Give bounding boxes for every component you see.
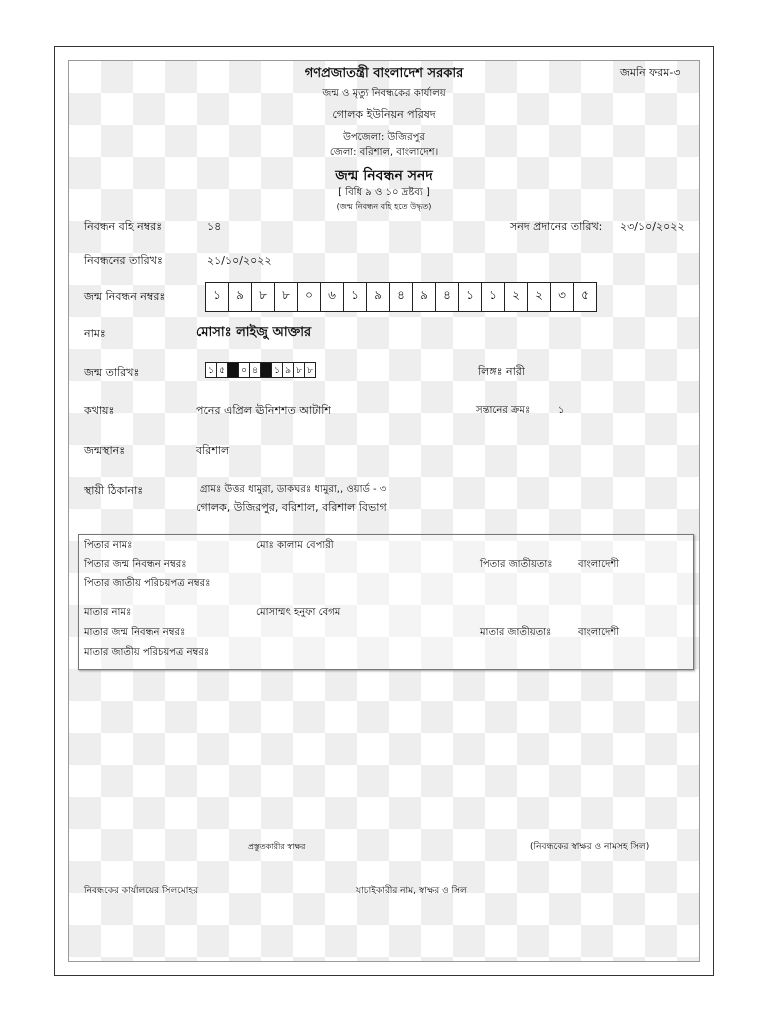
dob-boxes	[206, 362, 316, 378]
office-seal-label: নিবন্ধকের কার্যালয়ের সিলমোহর	[84, 886, 199, 896]
reg-digit-cell: ১	[458, 282, 482, 312]
mother-nid-label: মাতার জাতীয় পরিচয়পত্র নম্বরঃ	[84, 647, 210, 658]
reg-digit-cell: ১	[205, 282, 229, 312]
reg-digit-cell: ৯	[228, 282, 252, 312]
address-label: স্থায়ী ঠিকানাঃ	[84, 484, 144, 497]
upazila-name: উপজেলা: উজিরপুর	[343, 132, 425, 143]
reg-digit-cell: ২	[527, 282, 551, 312]
gender: লিঙ্গঃ নারী	[478, 365, 525, 378]
child-order-value: ১	[558, 405, 565, 416]
reg-digit-cell: ৮	[251, 282, 275, 312]
child-order-label: সন্তানের ক্রমঃ	[476, 405, 531, 416]
father-nid-label: পিতার জাতীয় পরিচয়পত্র নম্বরঃ	[84, 578, 211, 589]
father-reg-label: পিতার জন্ম নিবন্ধন নম্বরঃ	[84, 559, 187, 570]
reg-digit-cell: ৪	[389, 282, 413, 312]
union-name: গোলক ইউনিয়ন পরিষদ	[332, 108, 436, 121]
dob-digit-cell: ১	[271, 362, 283, 378]
verifier-signature-label: যাচাইকারীর নাম, স্বাক্ষর ও সিল	[356, 886, 467, 896]
birth-reg-no-boxes	[206, 282, 597, 312]
certificate-title: জন্ম নিবন্ধন সনদ	[335, 168, 433, 184]
issue-date-value: ২৩/১০/২০২২	[620, 220, 685, 233]
reg-digit-cell: ১	[343, 282, 367, 312]
child-name: মোসাঃ লাইজু আক্তার	[196, 325, 312, 340]
reg-digit-cell: ৯	[366, 282, 390, 312]
government-title: গণপ্রজাতন্ত্রী বাংলাদেশ সরকার	[304, 66, 464, 81]
mother-nationality-label: মাতার জাতীয়তাঃ	[480, 627, 552, 638]
dob-digit-cell: ৪	[249, 362, 261, 378]
dob-digit-cell: ৮	[293, 362, 305, 378]
father-name-label: পিতার নামঃ	[84, 540, 133, 551]
reg-digit-cell: ৮	[274, 282, 298, 312]
reg-digit-cell: ৪	[435, 282, 459, 312]
form-label: জমনি ফরম-৩	[620, 66, 681, 79]
dob-label: জন্ম তারিখঃ	[84, 366, 140, 379]
mother-name: মোসাম্মৎ হনুফা বেগম	[256, 607, 341, 618]
registrar-signature-label: (নিবন্ধকের স্বাক্ষর ও নামসহ সিল)	[530, 842, 650, 852]
reg-digit-cell: ৯	[412, 282, 436, 312]
rule-reference: [ বিধি ৯ ও ১০ দ্রষ্টব্য ]	[338, 187, 430, 198]
reg-digit-cell: ৫	[573, 282, 597, 312]
preparer-signature-label: প্রস্তুতকারীর স্বাক্ষর	[248, 842, 306, 851]
mother-reg-label: মাতার জন্ম নিবন্ধন নম্বরঃ	[84, 627, 186, 638]
reg-digit-cell: ৩	[550, 282, 574, 312]
dob-digit-cell: ৫	[216, 362, 228, 378]
reg-digit-cell: ১	[481, 282, 505, 312]
registration-date-value: ২১/১০/২০২২	[207, 254, 272, 267]
dob-digit-cell: ৮	[304, 362, 316, 378]
father-name: মোঃ কালাম বেপারী	[256, 540, 334, 551]
mother-nationality: বাংলাদেশী	[578, 627, 620, 638]
father-nationality-label: পিতার জাতীয়তাঃ	[480, 559, 553, 570]
source-note: (জন্ম নিবন্ধন বহি হতে উদ্ধৃত)	[336, 202, 432, 211]
reg-digit-cell: ৬	[320, 282, 344, 312]
name-label: নামঃ	[84, 327, 106, 340]
in-words-label: কথায়ঃ	[84, 404, 115, 417]
dob-digit-cell: ১	[205, 362, 217, 378]
register-book-label: নিবন্ধন বহি নম্বরঃ	[84, 220, 163, 233]
birthplace-label: জন্মস্থানঃ	[84, 444, 126, 457]
birthplace-value: বরিশাল	[196, 444, 230, 457]
registration-date-label: নিবন্ধনের তারিখঃ	[84, 254, 163, 267]
district-name: জেলা: বরিশাল, বাংলাদেশ।	[329, 147, 439, 158]
reg-digit-cell: ০	[297, 282, 321, 312]
birth-reg-no-label: জন্ম নিবন্ধন নম্বরঃ	[84, 290, 166, 303]
mother-name-label: মাতার নামঃ	[84, 607, 132, 618]
address-line-1: গ্রামঃ উত্তর ধামুরা, ডাকঘরঃ ধামুরা,, ওয়ার্ড - ৩	[200, 484, 387, 495]
issue-date-label: সনদ প্রদানের তারিখ:	[510, 220, 603, 233]
reg-digit-cell: ২	[504, 282, 528, 312]
father-nationality: বাংলাদেশী	[578, 559, 620, 570]
office-title: জন্ম ও মৃত্যু নিবন্ধকের কার্যালয়	[322, 88, 446, 99]
register-book-value: ১৪	[207, 220, 222, 233]
dob-digit-cell: ৯	[282, 362, 294, 378]
address-line-2: গোলক, উজিরপুর, বরিশাল, বরিশাল বিভাগ	[196, 501, 387, 514]
dob-in-words: পনের এপ্রিল ঊনিশশত আটাশি	[196, 404, 331, 417]
dob-digit-cell: ০	[238, 362, 250, 378]
